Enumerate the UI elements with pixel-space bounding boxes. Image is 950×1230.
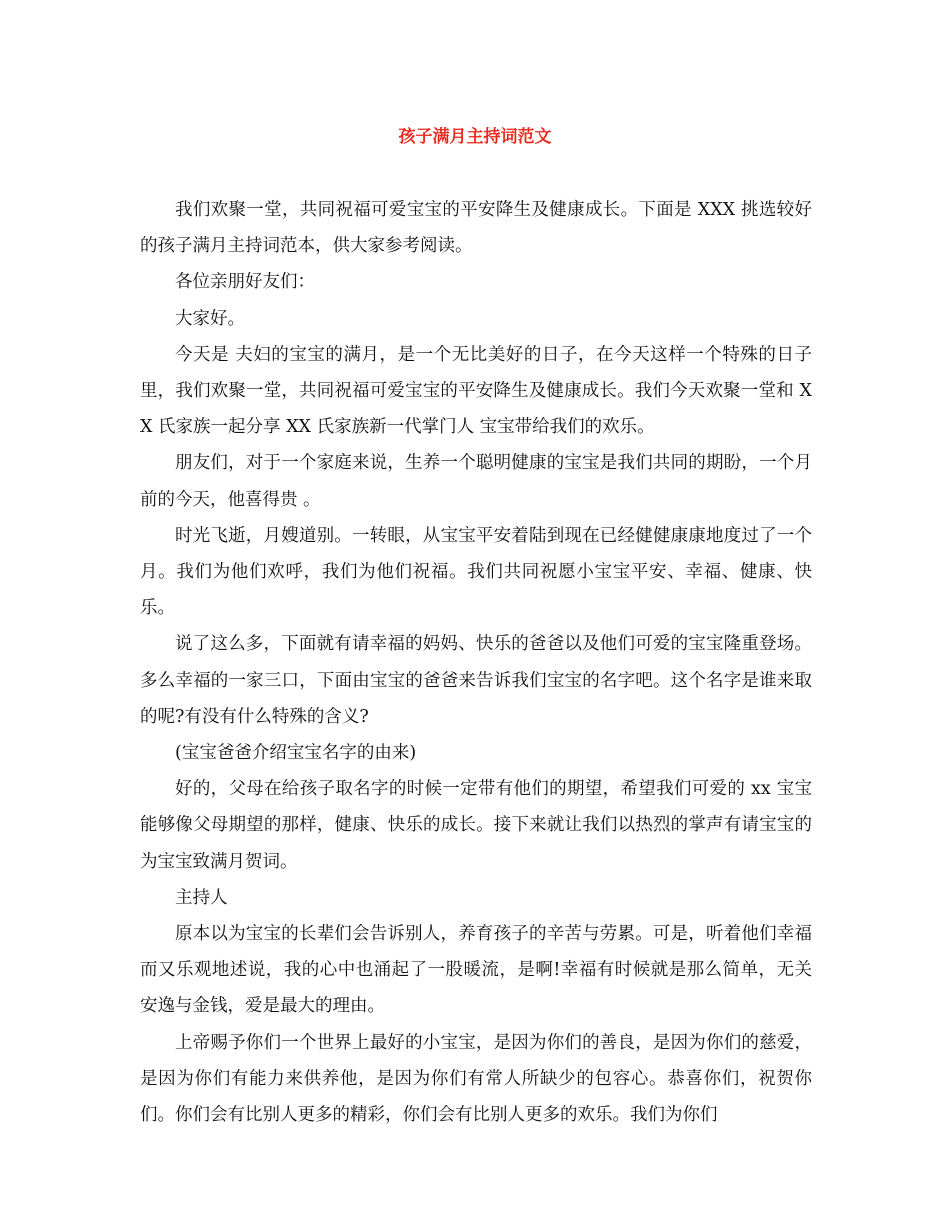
paragraph: (宝宝爸爸介绍宝宝名字的由来)	[175, 743, 417, 764]
paragraph: 朋友们，对于一个家庭来说，生养一个聪明健康的宝宝是我们共同的期盼，一个月前的今天，他喜得贵 。	[140, 453, 812, 510]
paragraph: 大家好。	[175, 308, 245, 329]
paragraph: 主持人	[175, 887, 228, 908]
paragraph: 各位亲朋好友们：	[175, 272, 315, 293]
paragraph: 我们欢聚一堂，共同祝福可爱宝宝的平安降生及健康成长。下面是 XXX 挑选较好的孩子满月主持词范本，供大家参考阅读。	[140, 200, 812, 257]
paragraph: 说了这么多，下面就有请幸福的妈妈、快乐的爸爸以及他们可爱的宝宝隆重登场。多么幸福的一家三口，下面由宝宝的爸爸来告诉我们宝宝的名字吧。这个名字是谁来取的呢?有没有什么特殊的含义?	[140, 634, 812, 727]
paragraph: 上帝赐予你们一个世界上最好的小宝宝，是因为你们的善良，是因为你们的慈爱，是因为你们有能力来供养他，是因为你们有常人所缺少的包容心。恭喜你们，祝贺你们。你们会有比别人更多的精彩，你们会有比别人更多的欢乐。我们为你们	[140, 1032, 812, 1126]
paragraph: 好的，父母在给孩子取名字的时候一定带有他们的期望，希望我们可爱的 xx 宝宝能够像父母期望的那样，健康、快乐的成长。接下来就让我们以热烈的掌声有请宝宝的 为宝宝致满月贺词。	[140, 779, 812, 872]
paragraph: 今天是 夫妇的宝宝的满月，是一个无比美好的日子，在今天这样一个特殊的日子里，我们欢聚一堂，共同祝福可爱宝宝的平安降生及健康成长。我们今天欢聚一堂和 XX 氏家族一起分享 XX 氏家族新一代掌门人 宝宝带给我们的欢乐。	[140, 344, 812, 438]
paragraph: 时光飞逝，月嫂道别。一转眼，从宝宝平安着陆到现在已经健健康康地度过了一个月。我们为他们欢呼，我们为他们祝福。我们共同祝愿小宝宝平安、幸福、健康、快乐。	[140, 525, 812, 619]
paragraph: 原本以为宝宝的长辈们会告诉别人，养育孩子的辛苦与劳累。可是，听着他们幸福而又乐观地述说，我的心中也涌起了一股暖流，是啊!幸福有时候就是那么简单，无关安逸与金钱，爱是最大的理由。	[140, 924, 812, 1017]
document-body	[140, 192, 812, 1133]
document-title: 孩子满月主持词范文	[398, 127, 552, 147]
